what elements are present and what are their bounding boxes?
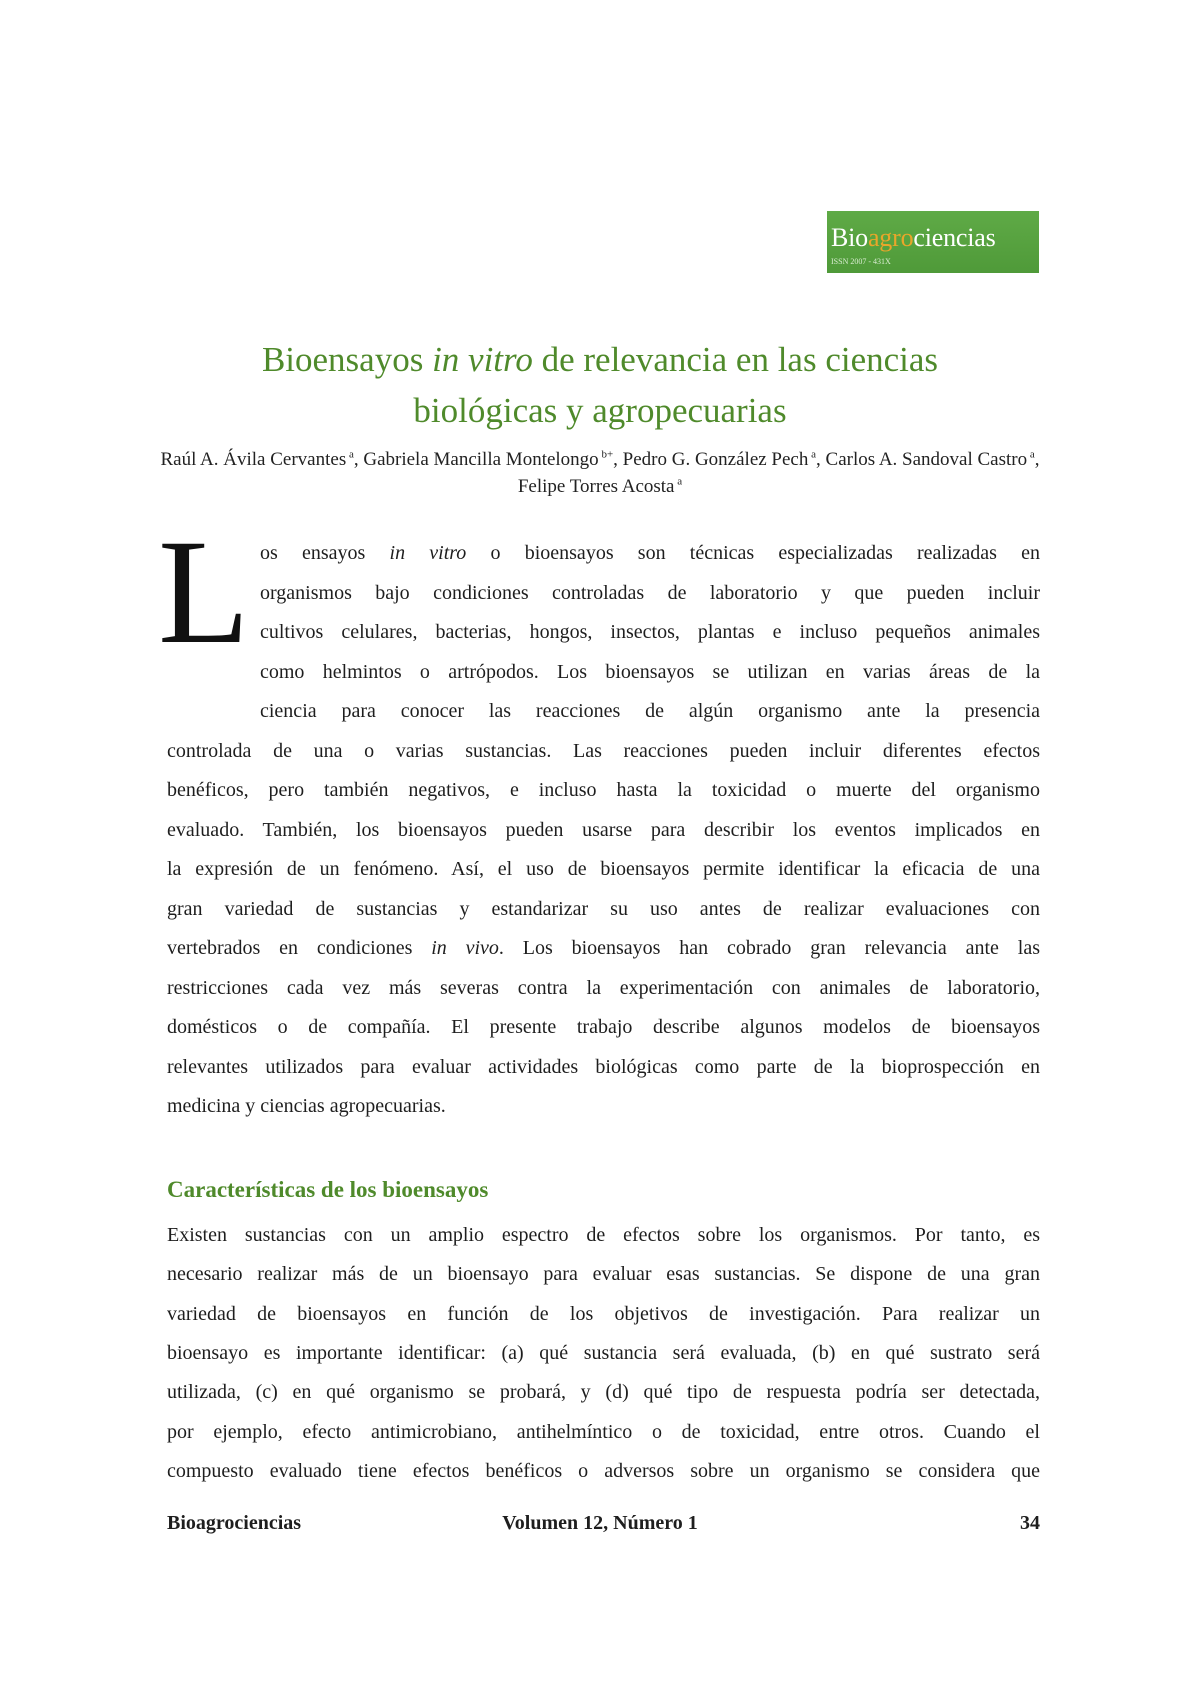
text-line: utilizada, (c) en qué organismo se probará, y (d) qué tipo de respuesta podría ser detectada, bbox=[167, 1381, 1040, 1404]
drop-cap: L bbox=[158, 509, 250, 675]
article-title bbox=[120, 334, 1080, 436]
text-line: la expresión de un fenómeno. Así, el uso de bioensayos permite identificar la eficacia de una bbox=[167, 858, 1040, 880]
author-list: Raúl A. Ávila Cervantes $^a$, Gabriela Mancilla Montelongo $^{b+}$, Pedro G. González Pech $^a$, Carlos A. Sandoval Castro $^a$, Felipe Torres Acosta $^a$ bbox=[160, 448, 1040, 497]
logo-text-agro: agro bbox=[867, 223, 914, 252]
title-line-2: biológicas y agropecuarias bbox=[413, 391, 787, 430]
text-line: bioensayo es importante identificar: (a) qué sustancia será evaluada, (b) en qué sustrato será bbox=[167, 1341, 1040, 1364]
text-line: medicina y ciencias agropecuarias. bbox=[167, 1095, 446, 1117]
text-line: relevantes utilizados para evaluar actividades biológicas como parte de la bioprospección en bbox=[167, 1055, 1040, 1078]
author-name: Raúl A. Ávila Cervantes bbox=[160, 449, 347, 470]
author-name: Gabriela Mancilla Montelongo bbox=[363, 449, 599, 470]
italic-term: in vitro bbox=[389, 542, 467, 564]
text-line: gran variedad de sustancias y estandarizar su uso antes de realizar evaluaciones con bbox=[167, 897, 1040, 920]
author-affiliation: a bbox=[674, 475, 683, 488]
text-line: ciencia para conocer las reacciones de algún organismo ante la presencia bbox=[260, 700, 1040, 722]
text-line: evaluado. También, los bioensayos pueden usarse para describir los eventos implicados en bbox=[167, 818, 1040, 841]
logo-text-bio: Bio bbox=[831, 223, 868, 252]
author-affiliation: a bbox=[1027, 448, 1035, 461]
text-line: variedad de bioensayos en función de los objetivos de investigación. Para realizar un bbox=[167, 1302, 1040, 1325]
text-line: os ensayos in vitro o bioensayos son técnicas especializadas realizadas en bbox=[260, 542, 1040, 564]
title-part-2: de relevancia en las ciencias bbox=[532, 340, 939, 379]
text-line: cultivos celulares, bacterias, hongos, insectos, plantas e incluso pequeños animales bbox=[260, 621, 1040, 643]
text-line: controlada de una o varias sustancias. Las reacciones pueden incluir diferentes efectos bbox=[167, 739, 1040, 762]
text-line: Existen sustancias con un amplio espectro de efectos sobre los organismos. Por tanto, es bbox=[167, 1224, 1040, 1246]
author-affiliation: b+ bbox=[598, 448, 614, 461]
title-part-1: Bioensayos bbox=[261, 340, 433, 379]
author-affiliation: a bbox=[808, 448, 817, 461]
text-line: compuesto evaluado tiene efectos benéficos o adversos sobre un organismo se considera que bbox=[167, 1459, 1040, 1482]
text-line: organismos bajo condiciones controladas de laboratorio y que pueden incluir bbox=[260, 581, 1040, 604]
section-heading: Características de los bioensayos bbox=[167, 1177, 489, 1202]
author-name: Carlos A. Sandoval Castro bbox=[825, 449, 1028, 470]
footer-volume: Volumen 12, Número 1 bbox=[502, 1512, 698, 1534]
logo-issn: ISSN 2007 - 431X bbox=[831, 257, 891, 266]
text-line: vertebrados en condiciones in vivo. Los bioensayos han cobrado gran relevancia ante las bbox=[167, 937, 1040, 959]
journal-logo bbox=[827, 211, 1039, 273]
text-line: por ejemplo, efecto antimicrobiano, antihelmíntico o de toxicidad, entre otros. Cuando el bbox=[167, 1420, 1040, 1443]
text-line: necesario realizar más de un bioensayo para evaluar esas sustancias. Se dispone de una gran bbox=[167, 1263, 1040, 1286]
footer-page-number: 34 bbox=[1020, 1512, 1040, 1534]
footer-journal: Bioagrociencias bbox=[167, 1512, 302, 1534]
italic-term: in vivo bbox=[431, 937, 499, 959]
text-line: benéficos, pero también negativos, e incluso hasta la toxicidad o muerte del organismo bbox=[167, 779, 1040, 801]
text-line: domésticos o de compañía. El presente trabajo describe algunos modelos de bioensayos bbox=[167, 1016, 1040, 1038]
text-line: como helmintos o artrópodos. Los bioensayos se utilizan en varias áreas de la bbox=[260, 660, 1040, 683]
title-italic: in vitro bbox=[432, 340, 533, 379]
author-name: Pedro G. González Pech bbox=[622, 449, 809, 470]
text-line: restricciones cada vez más severas contra la experimentación con animales de laboratorio, bbox=[167, 976, 1040, 999]
author-name: Felipe Torres Acosta bbox=[517, 476, 675, 497]
logo-text-ciencias: ciencias bbox=[913, 223, 996, 252]
author-affiliation: a bbox=[346, 448, 354, 461]
logo-wordmark bbox=[831, 225, 996, 251]
